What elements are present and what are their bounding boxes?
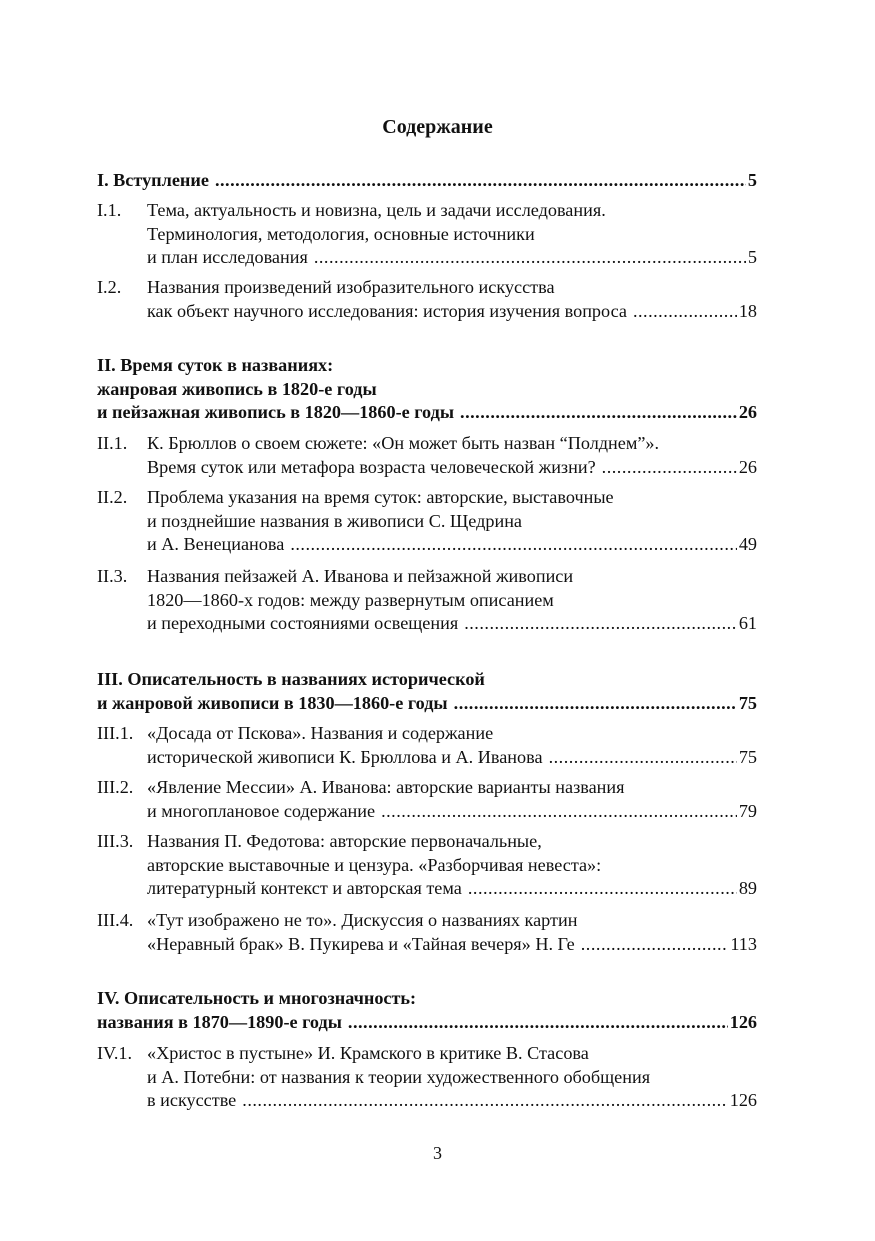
page-ref: 18 [738, 300, 757, 321]
entry-line: 1820—1860-х годов: между развернутым описанием [147, 589, 554, 610]
toc-entry [97, 276, 757, 323]
page-title: Содержание [382, 116, 493, 138]
toc-entry [97, 432, 757, 479]
entry-number: I.2. [97, 277, 122, 297]
entry-number: III.2. [97, 777, 134, 797]
page-ref: 26 [738, 456, 757, 477]
entry-line: и план исследования [147, 247, 308, 267]
section-heading-line: II. Время суток в названиях: [97, 355, 334, 375]
entry-line: «Явление Мессии» А. Иванова: авторские варианты названия [147, 777, 625, 797]
toc-entry [97, 1042, 757, 1113]
section-heading-line: IV. Описательность и многозначность: [97, 988, 417, 1008]
page-ref: 26 [738, 402, 757, 422]
entry-line: «Неравный брак» В. Пукирева и «Тайная вечеря» Н. Ге [147, 933, 575, 954]
page-ref: 5 [747, 247, 757, 267]
toc-entry [97, 486, 757, 557]
section-heading-line: I. Вступление [97, 170, 209, 190]
entry-line: Названия произведений изобразительного искусства [147, 277, 555, 297]
page-ref: 126 [729, 1090, 757, 1110]
page-ref: 79 [738, 800, 757, 821]
entry-line: литературный контекст и авторская тема [147, 878, 462, 898]
entry-number: III.3. [97, 831, 134, 851]
section-heading [97, 668, 757, 715]
entry-line: и многоплановое содержание [147, 800, 376, 821]
page-ref: 113 [730, 933, 757, 954]
toc-entry [97, 830, 757, 901]
entry-number: III.4. [97, 910, 134, 930]
entry-line: и А. Венецианова [147, 534, 285, 554]
toc-entry [97, 776, 757, 823]
section-heading [97, 987, 757, 1034]
entry-line: и А. Потебни: от названия к теории художественного обобщения [147, 1066, 651, 1087]
entry-line: Названия П. Федотова: авторские первоначальные, [147, 831, 542, 851]
section-heading-line: III. Описательность в названиях исторической [97, 669, 485, 689]
section-heading-line: и пейзажная живопись в 1820—1860-е годы [97, 402, 455, 422]
entry-line: «Христос в пустыне» И. Крамского в критике В. Стасова [147, 1043, 589, 1063]
section-heading-line: названия в 1870—1890-е годы [97, 1011, 342, 1032]
page-number: 3 [433, 1143, 442, 1163]
toc-entry [97, 565, 757, 636]
page-ref: 75 [738, 746, 757, 767]
entry-line: авторские выставочные и цензура. «Разборчивая невеста»: [147, 854, 602, 875]
section-heading [97, 354, 757, 425]
entry-line: «Тут изображено не то». Дискуссия о названиях картин [147, 910, 578, 930]
entry-line: исторической живописи К. Брюллова и А. Иванова [147, 746, 543, 767]
entry-line: «Досада от Пскова». Названия и содержание [147, 723, 494, 743]
entry-number: II.2. [97, 487, 128, 507]
entry-line: как объект научного исследования: история изучения вопроса [147, 300, 627, 321]
toc-entry [97, 909, 757, 956]
entry-line: и переходными состояниями освещения [147, 613, 459, 633]
entry-number: III.1. [97, 723, 134, 743]
section-heading-line: жанровая живопись в 1820-е годы [97, 378, 377, 399]
entry-line: К. Брюллов о своем сюжете: «Он может быть назван “Полднем”». [147, 433, 660, 453]
page-ref: 126 [729, 1011, 757, 1032]
section-heading-line: и жанровой живописи в 1830—1860-е годы [97, 692, 448, 713]
page-ref: 89 [738, 878, 757, 898]
entry-line: Терминология, методология, основные источники [147, 223, 535, 244]
entry-line: Время суток или метафора возраста человеческой жизни? [147, 456, 596, 477]
toc-entry [97, 722, 757, 769]
entry-number: II.3. [97, 566, 128, 586]
entry-line: Названия пейзажей А. Иванова и пейзажной живописи [147, 566, 574, 586]
entry-number: IV.1. [97, 1043, 133, 1063]
entry-line: Тема, актуальность и новизна, цель и задачи исследования. [147, 200, 606, 220]
page-ref: 49 [738, 534, 757, 554]
entry-line: Проблема указания на время суток: авторские, выставочные [147, 487, 614, 507]
page-ref: 5 [747, 170, 757, 190]
entry-line: в искусстве [147, 1090, 237, 1110]
entry-number: I.1. [97, 200, 122, 220]
entry-number: II.1. [97, 433, 128, 453]
page-ref: 61 [738, 613, 757, 633]
section-heading [97, 169, 757, 193]
toc-entry [97, 199, 757, 270]
entry-line: и позднейшие названия в живописи С. Щедрина [147, 510, 523, 531]
page-ref: 75 [738, 692, 757, 713]
